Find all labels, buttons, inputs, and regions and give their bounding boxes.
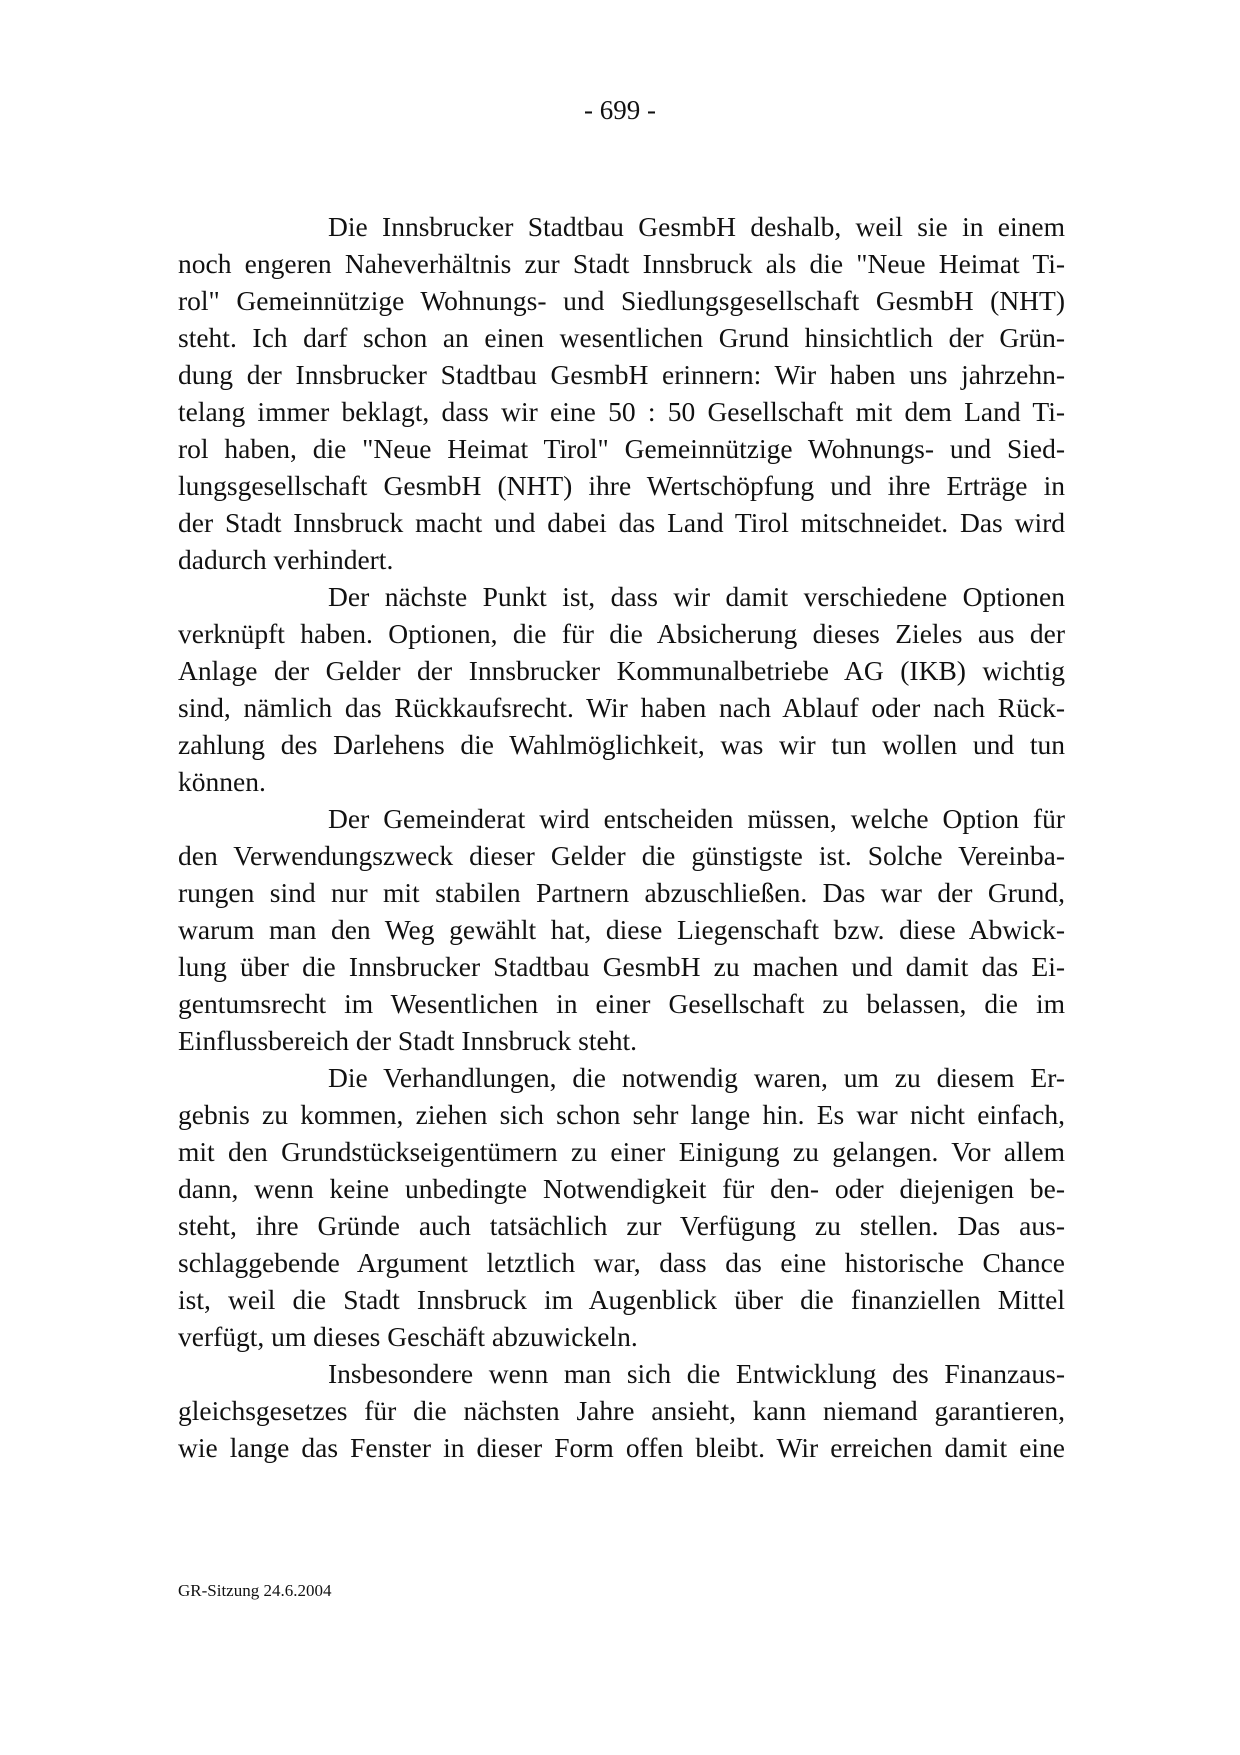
text-line: Die Innsbrucker Stadtbau GesmbH deshalb, weil sie in einem [328, 211, 1065, 242]
paragraph [178, 578, 1065, 800]
text-line: warum man den Weg gewählt hat, diese Liegenschaft bzw. diese Abwick- [178, 914, 1065, 945]
text-line: Einflussbereich der Stadt Innsbruck steht. [178, 1025, 637, 1056]
text-line: dadurch verhindert. [178, 544, 394, 575]
text-line: mit den Grundstückseigentümern zu einer Einigung zu gelangen. Vor allem [178, 1136, 1065, 1167]
footer-session-date: GR-Sitzung 24.6.2004 [178, 1581, 332, 1600]
text-line: Der nächste Punkt ist, dass wir damit verschiedene Optionen [328, 581, 1065, 612]
text-line: steht, ihre Gründe auch tatsächlich zur Verfügung zu stellen. Das aus- [178, 1210, 1065, 1241]
paragraph [178, 1059, 1065, 1355]
text-line: den Verwendungszweck dieser Gelder die günstigste ist. Solche Vereinba- [178, 840, 1065, 871]
text-line: ist, weil die Stadt Innsbruck im Augenblick über die finanziellen Mittel [178, 1284, 1065, 1315]
paragraph [178, 800, 1065, 1059]
text-line: gentumsrecht im Wesentlichen in einer Gesellschaft zu belassen, die im [178, 988, 1065, 1019]
page-number: - 699 - [584, 95, 656, 125]
text-line: noch engeren Naheverhältnis zur Stadt Innsbruck als die "Neue Heimat Ti- [178, 248, 1065, 279]
text-line: dung der Innsbrucker Stadtbau GesmbH erinnern: Wir haben uns jahrzehn- [178, 359, 1065, 390]
text-line: sind, nämlich das Rückkaufsrecht. Wir haben nach Ablauf oder nach Rück- [178, 692, 1065, 723]
text-line: verknüpft haben. Optionen, die für die Absicherung dieses Zieles aus der [178, 618, 1065, 649]
text-line: rol" Gemeinnützige Wohnungs- und Siedlungsgesellschaft GesmbH (NHT) [178, 285, 1065, 316]
text-line: rungen sind nur mit stabilen Partnern abzuschließen. Das war der Grund, [178, 877, 1065, 908]
text-line: wie lange das Fenster in dieser Form offen bleibt. Wir erreichen damit eine [178, 1432, 1065, 1463]
document-body [178, 208, 1065, 1466]
text-line: können. [178, 766, 266, 797]
text-line: lungsgesellschaft GesmbH (NHT) ihre Wertschöpfung und ihre Erträge in [178, 470, 1065, 501]
text-line: verfügt, um dieses Geschäft abzuwickeln. [178, 1321, 638, 1352]
text-line: Anlage der Gelder der Innsbrucker Kommunalbetriebe AG (IKB) wichtig [178, 655, 1065, 686]
text-line: dann, wenn keine unbedingte Notwendigkeit für den- oder diejenigen be- [178, 1173, 1065, 1204]
text-line: zahlung des Darlehens die Wahlmöglichkeit, was wir tun wollen und tun [178, 729, 1065, 760]
text-line: Die Verhandlungen, die notwendig waren, um zu diesem Er- [328, 1062, 1065, 1093]
paragraph [178, 208, 1065, 578]
text-line: der Stadt Innsbruck macht und dabei das Land Tirol mitschneidet. Das wird [178, 507, 1065, 538]
text-line: lung über die Innsbrucker Stadtbau GesmbH zu machen und damit das Ei- [178, 951, 1065, 982]
text-line: steht. Ich darf schon an einen wesentlichen Grund hinsichtlich der Grün- [178, 322, 1065, 353]
text-line: gebnis zu kommen, ziehen sich schon sehr lange hin. Es war nicht einfach, [178, 1099, 1065, 1130]
text-line: rol haben, die "Neue Heimat Tirol" Gemeinnützige Wohnungs- und Sied- [178, 433, 1065, 464]
text-line: Insbesondere wenn man sich die Entwicklung des Finanzaus- [328, 1358, 1065, 1389]
paragraph [178, 1355, 1065, 1466]
text-line: gleichsgesetzes für die nächsten Jahre ansieht, kann niemand garantieren, [178, 1395, 1065, 1426]
text-line: telang immer beklagt, dass wir eine 50 : 50 Gesellschaft mit dem Land Ti- [178, 396, 1065, 427]
text-line: Der Gemeinderat wird entscheiden müssen, welche Option für [328, 803, 1065, 834]
text-line: schlaggebende Argument letztlich war, dass das eine historische Chance [178, 1247, 1065, 1278]
